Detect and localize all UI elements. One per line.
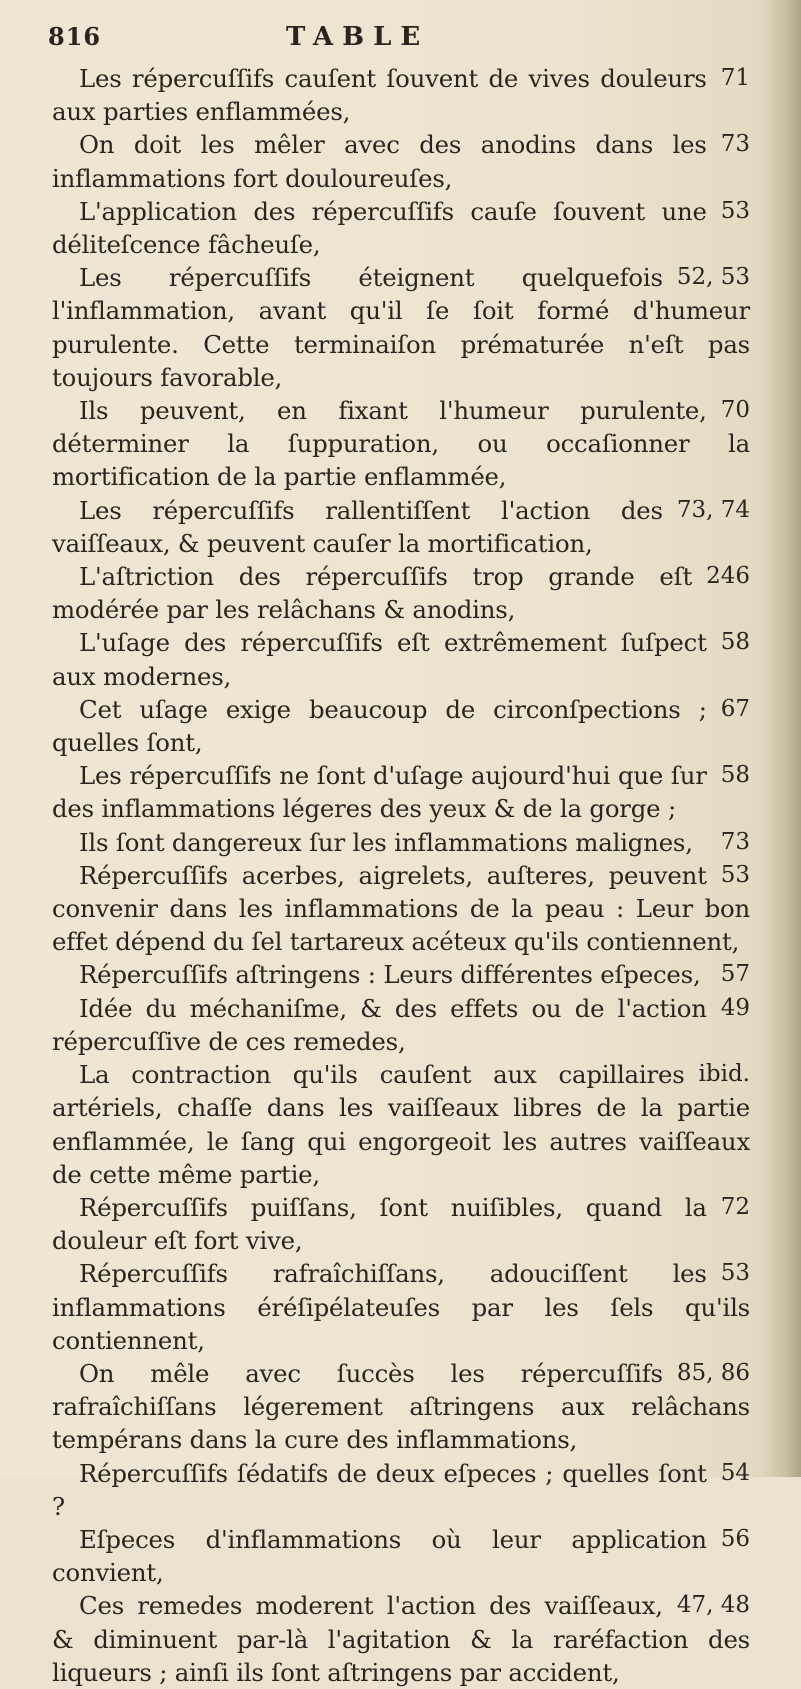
index-entry [52, 560, 752, 626]
index-entry [52, 826, 752, 859]
entry-text: Ils peuvent, en fixant l'humeur purulente, déterminer la ſuppuration, ou occaſionner la mortification de la partie enflammée, [52, 396, 750, 492]
entry-text: Cet uſage exige beaucoup de circonſpections ; quelles ſont, [52, 694, 707, 758]
entry-text: Les répercuſſifs éteignent quelquefois l'inflammation, avant qu'il ſe ſoit formé d'humeur purulente. Cette terminaiſon prématurée n'eſt pas toujours favorable, [52, 263, 750, 392]
entry-text: Répercuſſifs puiſſans, ſont nuiſibles, quand la douleur eſt fort vive, [52, 1192, 707, 1256]
index-entry [52, 1257, 752, 1357]
page-reference: 72 [720, 1193, 750, 1220]
index-entry [52, 494, 752, 560]
page-reference: 57 [720, 961, 750, 988]
page-reference: 54 [720, 1459, 750, 1486]
index-entry [52, 626, 752, 692]
index-entry [52, 195, 752, 261]
page-reference: 58 [720, 629, 750, 656]
index-entry [52, 394, 752, 494]
page-reference: 58 [720, 762, 750, 789]
entry-text: L'uſage des répercuſſifs eſt extrêmement ſuſpect aux modernes, [52, 628, 707, 691]
entry-text: Répercuſſifs ſédatifs de deux eſpeces ; quelles ſont ? [52, 1458, 707, 1521]
entry-text: Ces remedes moderent l'action des vaiſſeaux, & diminuent par-là l'agitation & la raréfaction des liqueurs ; ainſi ils ſont aſtringens par accident, [52, 1591, 750, 1687]
index-entry [52, 128, 752, 194]
entry-text: On doit les mêler avec des anodins dans les inflammations fort douloureuſes, [52, 130, 707, 193]
page-reference: 67 [720, 695, 750, 722]
entry-text: On mêle avec ſuccès les répercuſſifs rafraîchiſſans légerement aſtringens aux relâchans tempérans dans la cure des inflammations, [52, 1358, 750, 1455]
page-reference: 73 [720, 828, 750, 855]
running-title: TABLE [286, 22, 430, 52]
page-reference: 53 [720, 197, 750, 224]
entry-text: Répercuſſifs acerbes, aigrelets, auſteres, peuvent convenir dans les inflammations de la peau : Leur bon effet dépend du ſel tartareux acéteux qu'ils contiennent, [52, 860, 750, 957]
entry-text: La contraction qu'ils cauſent aux capillaires artériels, chaſſe dans les vaiſſeaux libres de la partie enflammée, le ſang qui engorgeoit les autres vaiſſeaux de cette même partie, [52, 1060, 750, 1189]
page-reference: 85, 86 [676, 1359, 750, 1386]
index-entry [52, 1589, 752, 1689]
index-entry [52, 693, 752, 759]
index-entry [52, 1523, 752, 1589]
page-reference: 56 [720, 1525, 750, 1552]
page-reference: 53 [720, 861, 750, 888]
entry-text: Eſpeces d'inflammations où leur application convient, [52, 1524, 707, 1588]
index-entry [52, 992, 752, 1058]
entry-text: Les répercuſſifs cauſent ſouvent de vives douleurs aux parties enflammées, [52, 64, 707, 127]
index-entry [52, 759, 752, 825]
entry-text: Répercuſſifs aſtringens : Leurs différentes eſpeces, [79, 960, 701, 990]
index-entry [52, 1058, 752, 1191]
page-header [48, 22, 748, 62]
page-reference: 73 [720, 131, 750, 158]
index-entry [52, 261, 752, 394]
index-entry [52, 958, 752, 991]
entry-text: Idée du méchaniſme, & des effets ou de l'action répercuſſive de ces remedes, [52, 993, 707, 1056]
entry-text: Les répercuſſifs ne ſont d'uſage aujourd'hui que ſur des inflammations légeres des yeux & de la gorge ; [52, 761, 707, 824]
index-entry [52, 1357, 752, 1457]
page-reference: ibid. [698, 1061, 750, 1088]
page-reference: 246 [706, 563, 750, 590]
index-entry [52, 62, 752, 128]
page-reference: 71 [720, 65, 750, 91]
entry-text: L'aſtriction des répercuſſifs trop grande eſt modérée par les relâchans & anodins, [52, 562, 693, 625]
page-reference: 47, 48 [676, 1592, 750, 1619]
page-reference: 53 [720, 1260, 750, 1287]
index-entries [52, 62, 752, 1689]
page-reference: 52, 53 [676, 264, 750, 291]
index-entry [52, 1191, 752, 1257]
page-edge-shadow [761, 0, 801, 1477]
index-entry [52, 859, 752, 959]
page-reference: 70 [720, 397, 750, 424]
entry-text: L'application des répercuſſifs cauſe ſouvent une déliteſcence fâcheuſe, [52, 196, 707, 260]
entry-text: Ils ſont dangereux ſur les inflammations malignes, [79, 827, 693, 857]
entry-text: Répercuſſifs rafraîchiſſans, adouciſſent les inflammations éréſipélateuſes par les ſels qu'ils contiennent, [52, 1259, 750, 1355]
page-reference: 49 [720, 994, 750, 1021]
page-reference: 73, 74 [676, 496, 750, 523]
index-entry [52, 1457, 752, 1523]
page-number: 816 [48, 22, 102, 51]
entry-text: Les répercuſſifs rallentiſſent l'action des vaiſſeaux, & peuvent cauſer la mortification, [52, 495, 663, 558]
